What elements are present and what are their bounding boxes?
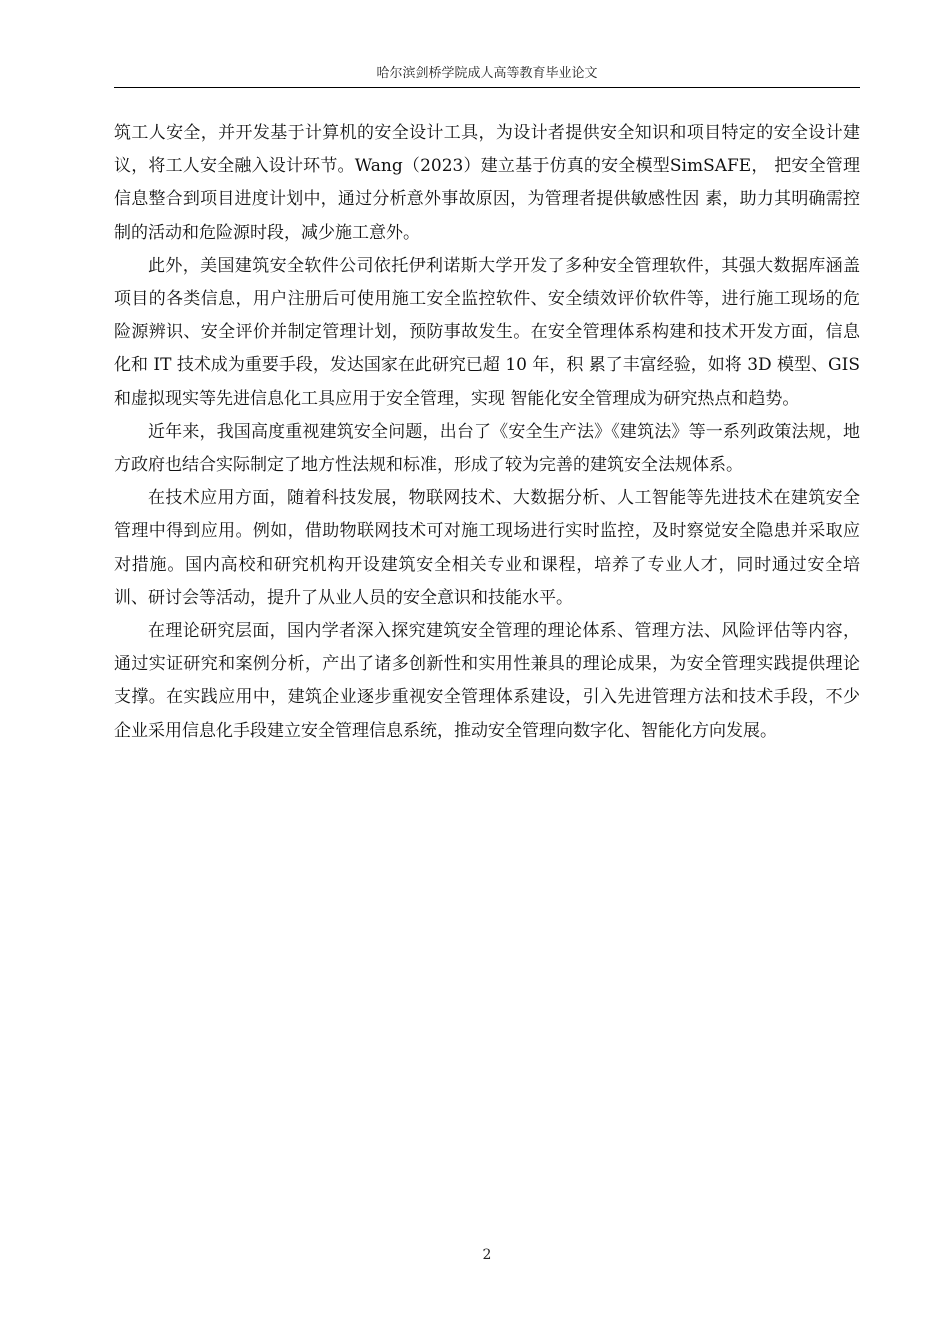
header-divider xyxy=(114,87,860,88)
paragraph-4: 在技术应用方面，随着科技发展，物联网技术、大数据分析、人工智能等先进技术在建筑安全管理中得到应用。例如，借助物联网技术可对施工现场进行实时监控，及时察觉安全隐患并采取应对措施。国内高校和研究机构开设建筑安全相关专业和课程，培养了专业人才，同时通过安全培训、研讨会等活动，提升了从业人员的安全意识和技能水平。 xyxy=(114,488,860,608)
page-header: 哈尔滨剑桥学院成人高等教育毕业论文 xyxy=(376,66,598,81)
body-text xyxy=(114,117,860,748)
paragraph-5: 在理论研究层面，国内学者深入探究建筑安全管理的理论体系、管理方法、风险评估等内容，通过实证研究和案例分析，产出了诸多创新性和实用性兼具的理论成果，为安全管理实践提供理论支撑。在实践应用中，建筑企业逐步重视安全管理体系建设，引入先进管理方法和技术手段，不少企业采用信息化手段建立安全管理信息系统，推动安全管理向数字化、智能化方向发展。 xyxy=(114,621,860,741)
page-number: 2 xyxy=(482,1247,492,1263)
paragraph-3: 近年来，我国高度重视建筑安全问题，出台了《安全生产法》《建筑法》等一系列政策法规，地方政府也结合实际制定了地方性法规和标准，形成了较为完善的建筑安全法规体系。 xyxy=(114,421,860,476)
paragraph-2: 此外，美国建筑安全软件公司依托伊利诺斯大学开发了多种安全管理软件，其强大数据库涵盖项目的各类信息，用户注册后可使用施工安全监控软件、安全绩效评价软件等，进行施工现场的危险源辨识、安全评价并制定管理计划，预防事故发生。在安全管理体系构建和技术开发方面，信息化和 IT 技术成为重要手段，发达国家在此研究已超 10 年，积 累了丰富经验，如将 3D 模型、GIS 和虚拟现实等先进信息化工具应用于安全管理，实现 智能化安全管理成为研究热点和趋势。 xyxy=(114,255,860,409)
paragraph-1: 筑工人安全，并开发基于计算机的安全设计工具，为设计者提供安全知识和项目特定的安全设计建议，将工人安全融入设计环节。Wang（2023）建立基于仿真的安全模型SimSAFE， 把安全管理信息整合到项目进度计划中，通过分析意外事故原因，为管理者提供敏感性因 素，助力其明确需控制的活动和危险源时段，减少施工意外。 xyxy=(114,123,860,243)
